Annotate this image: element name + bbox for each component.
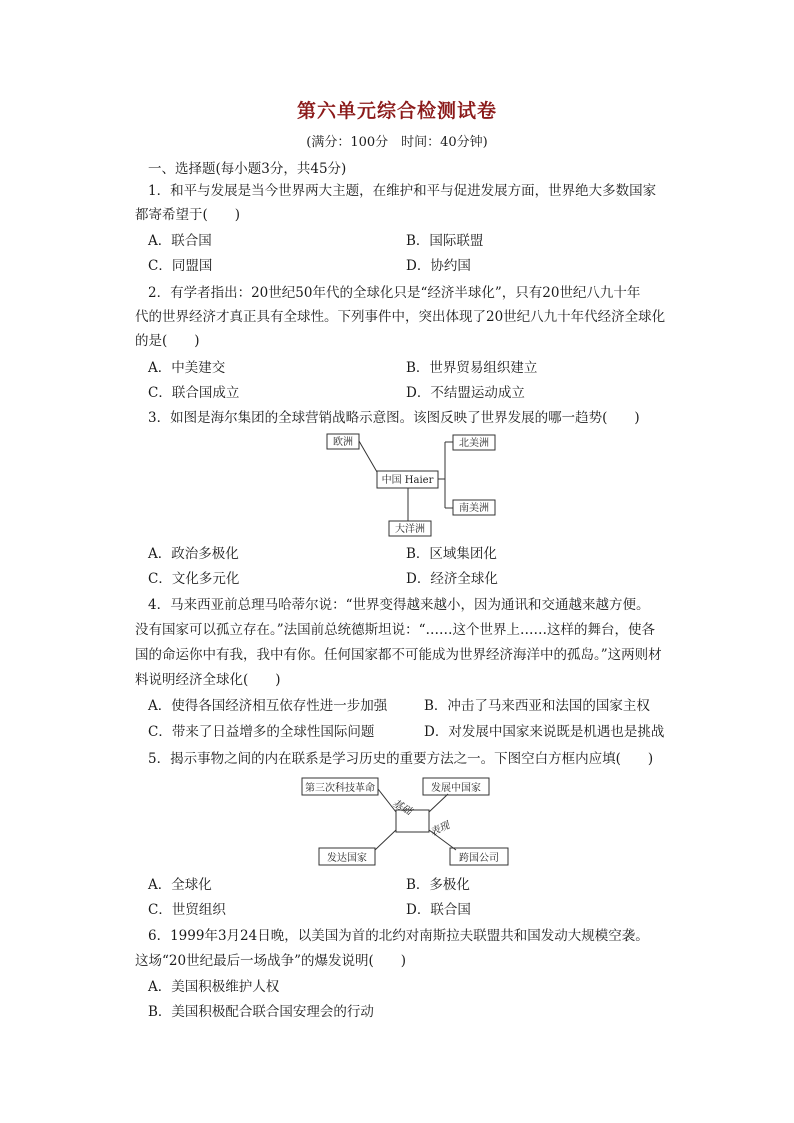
q1-option-c: C．同盟国 — [148, 258, 213, 274]
page-title: 第六单元综合检测试卷 — [296, 100, 497, 122]
question-4-line-2: 没有国家可以孤立存在。”法国前总统德斯坦说：“……这个世界上……这样的舞台，使各 — [135, 622, 656, 638]
q3-option-b: B．区域集团化 — [406, 546, 497, 562]
q3-option-d: D．经济全球化 — [406, 571, 498, 587]
question-2-line-3: 的是( ) — [135, 333, 200, 349]
q5-option-a: A．全球化 — [148, 877, 212, 893]
question-4-line-1: 4．马来西亚前总理马哈蒂尔说：“世界变得越来越小，因为通讯和交通越来越方便。 — [148, 597, 650, 613]
question-6-line-1: 6．1999年3月24日晚，以美国为首的北约对南斯拉夫联盟共和国发动大规模空袭。 — [148, 928, 649, 944]
q5-option-d: D．联合国 — [406, 902, 471, 918]
q5-option-b: B．多极化 — [406, 877, 470, 893]
question-1-line-1: 1．和平与发展是当今世界两大主题，在维护和平与促进发展方面，世界绝大多数国家 — [148, 183, 657, 199]
globalization-diagram — [296, 772, 526, 872]
q1-option-a: A．联合国 — [148, 233, 212, 249]
label-south-america: 南美洲 — [459, 503, 489, 514]
label-north-america: 北美洲 — [459, 438, 489, 449]
label-europe: 欧洲 — [333, 437, 353, 448]
question-3-line-1: 3．如图是海尔集团的全球营销战略示意图。该图反映了世界发展的哪一趋势( ) — [148, 410, 640, 426]
q5-option-c: C．世贸组织 — [148, 902, 226, 918]
q3-option-c: C．文化多元化 — [148, 571, 240, 587]
exam-info: (满分：100分 时间：40分钟) — [306, 135, 488, 150]
q1-option-b: B．国际联盟 — [406, 233, 484, 249]
q2-option-d: D．不结盟运动成立 — [406, 385, 525, 401]
q6-option-b: B．美国积极配合联合国安理会的行动 — [148, 1004, 374, 1020]
question-1-line-2: 都寄希望于( ) — [135, 207, 241, 223]
q4-option-c: C．带来了日益增多的全球性国际问题 — [148, 724, 375, 740]
q3-option-a: A．政治多极化 — [148, 546, 239, 562]
question-5-line-1: 5．揭示事物之间的内在联系是学习历史的重要方法之一。下图空白方框内应填( ) — [148, 751, 654, 767]
q6-option-a: A．美国积极维护人权 — [148, 979, 280, 995]
label-multinational-corporations: 跨国公司 — [459, 853, 499, 864]
q4-option-d: D．对发展中国家来说既是机遇也是挑战 — [424, 724, 665, 740]
label-developed-countries: 发达国家 — [327, 853, 367, 864]
section-heading: 一、选择题(每小题3分，共45分) — [148, 161, 347, 177]
haier-strategy-diagram — [320, 430, 510, 540]
q4-option-b: B．冲击了马来西亚和法国的国家主权 — [424, 698, 650, 714]
label-third-tech-revolution: 第三次科技革命 — [305, 783, 375, 794]
label-manifestation: 表现 — [428, 820, 452, 839]
q4-option-a: A．使得各国经济相互依存性进一步加强 — [148, 698, 388, 714]
question-2-line-2: 代的世界经济才真正具有全球性。下列事件中，突出体现了20世纪八九十年代经济全球化 — [135, 309, 666, 325]
question-4-line-3: 国的命运你中有我，我中有你。任何国家都不可能成为世界经济海洋中的孤岛。”这两则材 — [135, 647, 662, 663]
q1-option-d: D．协约国 — [406, 258, 471, 274]
question-2-line-1: 2．有学者指出：20世纪50年代的全球化只是“经济半球化”，只有20世纪八九十年 — [148, 285, 641, 301]
q2-option-b: B．世界贸易组织建立 — [406, 360, 538, 376]
label-oceania: 大洋洲 — [395, 524, 425, 535]
label-center-haier: 中国 Haier — [381, 475, 434, 486]
label-basis: 基础 — [390, 798, 414, 818]
label-developing-countries: 发展中国家 — [431, 783, 481, 794]
q2-option-c: C．联合国成立 — [148, 385, 240, 401]
question-6-line-2: 这场“20世纪最后一场战争”的爆发说明( ) — [135, 953, 407, 969]
question-4-line-4: 料说明经济全球化( ) — [135, 672, 281, 688]
q2-option-a: A．中美建交 — [148, 360, 226, 376]
